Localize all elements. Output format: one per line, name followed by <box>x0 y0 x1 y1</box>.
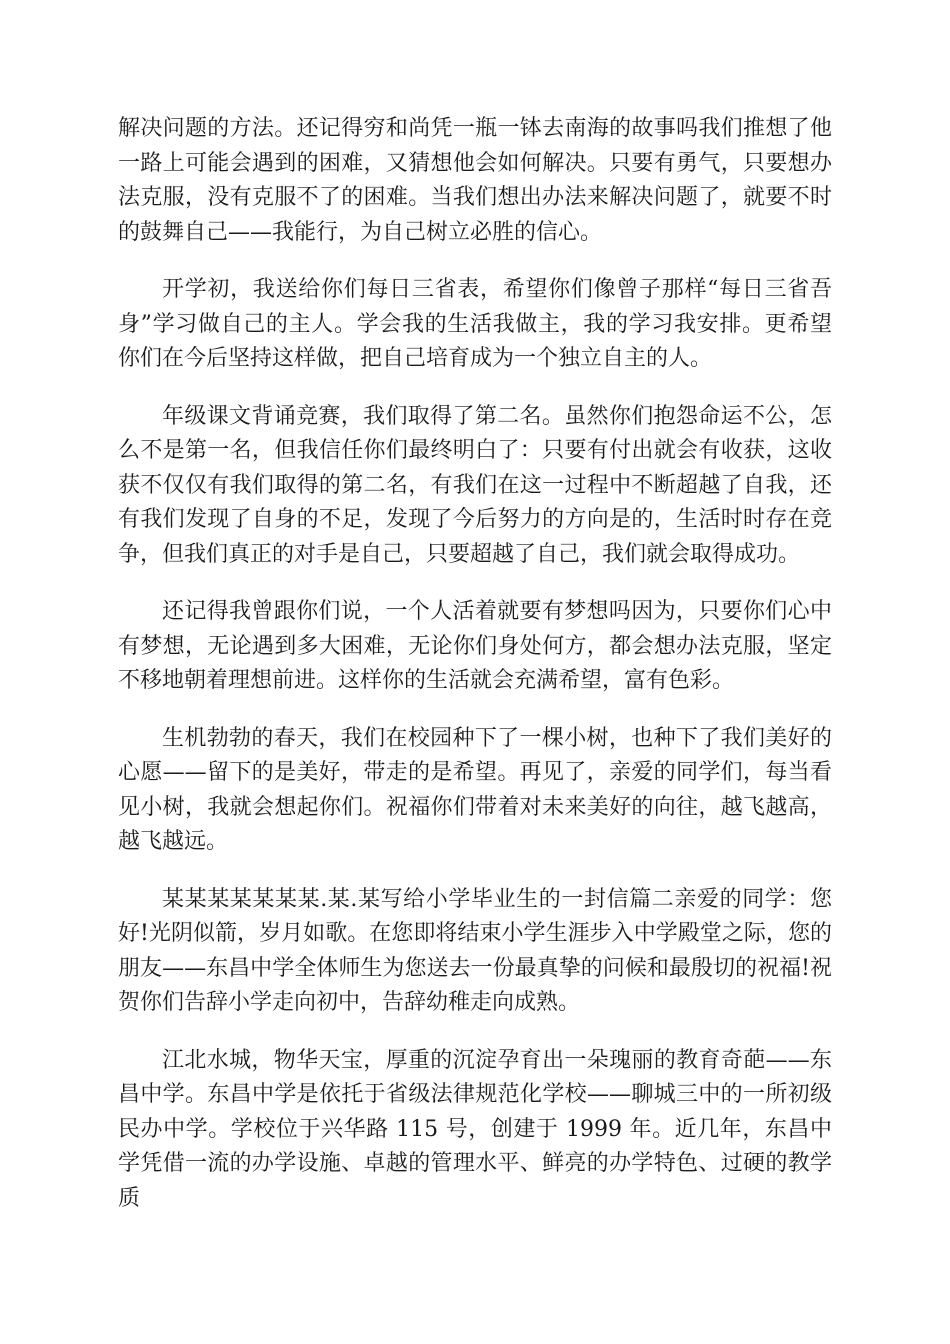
paragraph-farewell: 生机勃勃的春天，我们在校园种下了一棵小树，也种下了我们美好的心愿——留下的是美好，带走的是希望。再见了，亲爱的同学们，每当看见小树，我就会想起你们。祝福你们带着对未来美好的向往，越飞越高，越飞越远。 <box>118 725 832 854</box>
document-body <box>118 112 832 1216</box>
paragraph-recitation-contest: 年级课文背诵竞赛，我们取得了第二名。虽然你们抱怨命运不公，怎么不是第一名，但我信任你们最终明白了：只要有付出就会有收获，这收获不仅仅有我们取得的第二名，有我们在这一过程中不断超越了自我，还有我们发现了自身的不足，发现了今后努力的方向是的，生活时时存在竞争，但我们真正的对手是自己，只要超越了自己，我们就会取得成功。 <box>118 403 832 567</box>
paragraph-letter-two-intro: 某某某某某某某.某.某写给小学毕业生的一封信篇二亲爱的同学：您好!光阴似箭，岁月如歌。在您即将结束小学生涯步入中学殿堂之际，您的朋友——东昌中学全体师生为您送去一份最真挚的问候和最殷切的祝福!祝贺你们告辞小学走向初中，告辞幼稚走向成熟。 <box>118 886 832 1015</box>
paragraph-self-reflection: 开学初，我送给你们每日三省表，希望你们像曾子那样“每日三省吾身”学习做自己的主人。学会我的生活我做主，我的学习我安排。更希望你们在今后坚持这样做，把自己培育成为一个独立自主的人。 <box>118 277 832 371</box>
paragraph-continuation: 解决问题的方法。还记得穷和尚凭一瓶一钵去南海的故事吗我们推想了他一路上可能会遇到的困难，又猜想他会如何解决。只要有勇气，只要想办法克服，没有克服不了的困难。当我们想出办法来解决问题了，就要不时的鼓舞自己——我能行，为自己树立必胜的信心。 <box>118 116 832 245</box>
paragraph-dreams: 还记得我曾跟你们说，一个人活着就要有梦想吗因为，只要你们心中有梦想，无论遇到多大困难，无论你们身处何方，都会想办法克服，坚定不移地朝着理想前进。这样你的生活就会充满希望，富有色彩。 <box>118 599 832 693</box>
paragraph-school-intro: 江北水城，物华天宝，厚重的沉淀孕育出一朵瑰丽的教育奇葩——东昌中学。东昌中学是依托于省级法律规范化学校——聊城三中的一所初级民办中学。学校位于兴华路 115 号，创建于 1999 年。近几年，东昌中学凭借一流的办学设施、卓越的管理水平、鲜亮的办学特色、过硬的教学质 <box>118 1047 832 1211</box>
